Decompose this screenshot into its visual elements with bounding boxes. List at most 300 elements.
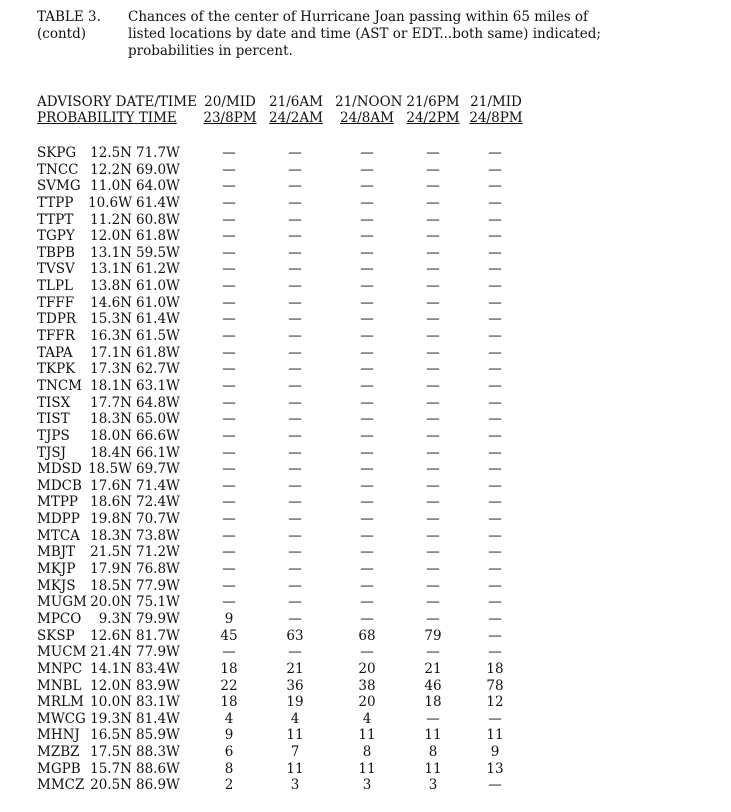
probability-cell: 20	[358, 660, 376, 677]
probability-cell: 3	[290, 777, 300, 794]
probability-cell: —	[360, 178, 374, 195]
table-row	[0, 378, 731, 395]
probability-cell: —	[426, 594, 440, 611]
probability-cell: —	[360, 311, 374, 328]
station-longitude: 83.1W	[136, 694, 180, 711]
station-latitude: 10.6W	[88, 194, 132, 211]
probability-cell: 13	[486, 760, 504, 777]
probability-cell: —	[360, 610, 374, 627]
station-id: SKPG	[37, 145, 77, 161]
station-latitude: 17.3N	[90, 361, 132, 378]
probability-cell: —	[222, 311, 236, 328]
station-longitude: 72.4W	[136, 494, 180, 511]
probability-cell: —	[488, 377, 502, 394]
table-row	[0, 445, 731, 462]
station-id: MKJS	[37, 577, 76, 594]
probability-cell: —	[426, 194, 440, 211]
probability-cell: —	[222, 561, 236, 578]
table-row	[0, 178, 731, 195]
table-row	[0, 212, 731, 229]
probability-cell: —	[288, 644, 302, 661]
station-latitude: 17.6N	[90, 477, 132, 494]
probability-cell: —	[426, 261, 440, 278]
probability-cell: 9	[224, 727, 234, 744]
probability-cell: —	[360, 527, 374, 544]
probability-cell: —	[288, 328, 302, 345]
station-longitude: 61.0W	[136, 278, 180, 295]
table-row	[0, 328, 731, 345]
probability-cell: —	[288, 294, 302, 311]
probability-cell: —	[488, 610, 502, 627]
table-row	[0, 727, 731, 744]
probability-cell: —	[426, 527, 440, 544]
probability-cell: —	[288, 561, 302, 578]
station-longitude: 64.0W	[136, 178, 180, 195]
probability-cell: —	[222, 161, 236, 178]
probability-cell: —	[426, 544, 440, 561]
station-id: MDCB	[37, 477, 82, 494]
table-row	[0, 594, 731, 611]
station-latitude: 18.5W	[88, 461, 132, 478]
table-row	[0, 544, 731, 561]
table-row	[0, 661, 731, 678]
station-longitude: 83.4W	[136, 660, 180, 677]
station-longitude: 71.4W	[136, 477, 180, 494]
probability-cell: —	[488, 211, 502, 228]
station-id: TFFF	[37, 294, 75, 311]
probability-cell: —	[360, 461, 374, 478]
table-row	[0, 411, 731, 428]
station-id: MUCM	[37, 644, 87, 661]
station-longitude: 69.7W	[136, 461, 180, 478]
table-row	[0, 578, 731, 595]
title-line: probabilities in percent.	[128, 43, 293, 59]
probability-cell: —	[360, 344, 374, 361]
station-longitude: 88.3W	[136, 744, 180, 761]
probability-cell: —	[360, 577, 374, 594]
station-id: TTPP	[37, 194, 74, 211]
probability-cell: —	[222, 278, 236, 295]
station-latitude: 9.3N	[98, 610, 132, 627]
table-row	[0, 295, 731, 312]
station-longitude: 62.7W	[136, 361, 180, 378]
probability-cell: 18	[220, 694, 238, 711]
station-latitude: 20.0N	[90, 594, 132, 611]
probability-cell: —	[488, 627, 502, 644]
station-longitude: 64.8W	[136, 394, 180, 411]
station-longitude: 81.7W	[136, 627, 180, 644]
probability-cell: 11	[358, 727, 376, 744]
station-latitude: 17.1N	[90, 344, 132, 361]
probability-cell: —	[488, 145, 502, 161]
station-latitude: 12.0N	[90, 228, 132, 245]
station-longitude: 83.9W	[136, 677, 180, 694]
probability-cell: —	[222, 411, 236, 428]
probability-time-label: PROBABILITY TIME	[37, 110, 177, 126]
probability-cell: —	[288, 145, 302, 161]
probability-cell: —	[288, 194, 302, 211]
table-row	[0, 511, 731, 528]
probability-cell: 9	[224, 610, 234, 627]
probability-cell: —	[222, 361, 236, 378]
probability-cell: —	[360, 427, 374, 444]
table-row	[0, 561, 731, 578]
probability-cell: —	[488, 561, 502, 578]
probability-cell: —	[488, 261, 502, 278]
station-longitude: 61.2W	[136, 261, 180, 278]
probability-cell: —	[360, 161, 374, 178]
probability-cell: —	[426, 377, 440, 394]
table-row	[0, 528, 731, 545]
probability-cell: —	[360, 261, 374, 278]
probability-cell: —	[488, 444, 502, 461]
probability-cell: —	[222, 427, 236, 444]
station-id: TNCC	[37, 161, 79, 178]
table-row	[0, 678, 731, 695]
table-row	[0, 428, 731, 445]
probability-cell: 19	[286, 694, 304, 711]
station-latitude: 18.5N	[90, 577, 132, 594]
station-longitude: 81.4W	[136, 710, 180, 727]
column-header	[200, 94, 260, 126]
station-latitude: 18.6N	[90, 494, 132, 511]
probability-cell: —	[222, 477, 236, 494]
probability-cell: —	[360, 328, 374, 345]
probability-cell: —	[488, 244, 502, 261]
station-id: TVSV	[37, 261, 75, 278]
column-header-probability: 24/2AM	[269, 110, 323, 126]
probability-cell: 36	[286, 677, 304, 694]
station-latitude: 16.3N	[90, 328, 132, 345]
table-row	[0, 494, 731, 511]
station-latitude: 14.1N	[90, 660, 132, 677]
station-latitude: 12.5N	[90, 145, 132, 161]
table-contd-label: (contd)	[37, 26, 86, 42]
probability-cell: 4	[290, 710, 300, 727]
table-row	[0, 345, 731, 362]
station-id: MBJT	[37, 544, 76, 561]
probability-cell: 21	[286, 660, 304, 677]
probability-cell: 46	[424, 677, 442, 694]
probability-cell: 18	[220, 660, 238, 677]
station-latitude: 13.1N	[90, 244, 132, 261]
table-label: TABLE 3.	[37, 9, 101, 25]
table-row	[0, 694, 731, 711]
probability-cell: 2	[224, 777, 234, 794]
probability-cell: —	[288, 361, 302, 378]
table-row	[0, 195, 731, 212]
probability-cell: —	[426, 278, 440, 295]
column-header-advisory: 21/6AM	[269, 94, 323, 110]
station-latitude: 16.5N	[90, 727, 132, 744]
probability-cell: —	[360, 394, 374, 411]
station-longitude: 59.5W	[136, 244, 180, 261]
column-header-probability: 24/8AM	[340, 110, 394, 126]
column-header	[466, 94, 526, 126]
probability-cell: —	[426, 644, 440, 661]
probability-cell: 22	[220, 677, 238, 694]
probability-cell: —	[222, 228, 236, 245]
probability-cell: 18	[424, 694, 442, 711]
probability-cell: 18	[486, 660, 504, 677]
probability-cell: —	[488, 278, 502, 295]
probability-cell: —	[288, 494, 302, 511]
station-longitude: 88.6W	[136, 760, 180, 777]
station-id: TISX	[37, 394, 71, 411]
station-longitude: 61.0W	[136, 294, 180, 311]
probability-cell: —	[360, 278, 374, 295]
probability-cell: —	[488, 594, 502, 611]
station-id: MDPP	[37, 511, 80, 528]
table-row	[0, 628, 731, 645]
probability-cell: —	[288, 211, 302, 228]
station-latitude: 14.6N	[90, 294, 132, 311]
probability-cell: —	[488, 544, 502, 561]
column-header	[266, 94, 326, 126]
station-latitude: 17.5N	[90, 744, 132, 761]
station-id: MWCG	[37, 710, 86, 727]
station-id: TJSJ	[37, 444, 67, 461]
station-id: TDPR	[37, 311, 77, 328]
probability-cell: 3	[428, 777, 438, 794]
probability-cell: —	[222, 511, 236, 528]
station-latitude: 17.7N	[90, 394, 132, 411]
probability-cell: —	[426, 577, 440, 594]
probability-cell: —	[488, 710, 502, 727]
station-longitude: 61.5W	[136, 328, 180, 345]
probability-cell: 21	[424, 660, 442, 677]
station-id: TGPY	[37, 228, 75, 245]
probability-cell: —	[488, 511, 502, 528]
probability-cell: —	[488, 577, 502, 594]
station-id: MHNJ	[37, 727, 80, 744]
probability-cell: —	[426, 561, 440, 578]
probability-cell: —	[426, 294, 440, 311]
probability-cell: —	[360, 494, 374, 511]
station-longitude: 71.7W	[136, 145, 180, 161]
table-row	[0, 744, 731, 761]
probability-cell: —	[360, 294, 374, 311]
station-longitude: 73.8W	[136, 527, 180, 544]
station-latitude: 11.2N	[90, 211, 132, 228]
probability-cell: —	[488, 344, 502, 361]
station-longitude: 85.9W	[136, 727, 180, 744]
station-longitude: 69.0W	[136, 161, 180, 178]
station-longitude: 61.8W	[136, 228, 180, 245]
probability-cell: —	[360, 361, 374, 378]
probability-cell: —	[288, 394, 302, 411]
probability-cell: 63	[286, 627, 304, 644]
probability-cell: —	[488, 427, 502, 444]
column-header-advisory: 21/6PM	[406, 94, 460, 110]
probability-cell: —	[288, 444, 302, 461]
probability-cell: —	[426, 477, 440, 494]
probability-cell: —	[288, 411, 302, 428]
probability-cell: —	[222, 461, 236, 478]
station-id: MPCO	[37, 610, 82, 627]
probability-cell: 4	[224, 710, 234, 727]
probability-cell: —	[222, 377, 236, 394]
probability-cell: —	[222, 211, 236, 228]
probability-cell: —	[222, 394, 236, 411]
station-latitude: 13.1N	[90, 261, 132, 278]
table-body	[0, 145, 731, 794]
station-id: TLPL	[37, 278, 74, 295]
probability-cell: —	[426, 344, 440, 361]
probability-cell: —	[288, 477, 302, 494]
probability-cell: —	[222, 178, 236, 195]
probability-cell: —	[222, 194, 236, 211]
probability-cell: —	[360, 194, 374, 211]
table-row	[0, 361, 731, 378]
probability-cell: —	[360, 211, 374, 228]
probability-cell: —	[288, 461, 302, 478]
probability-cell: 78	[486, 677, 504, 694]
station-id: TFFR	[37, 328, 75, 345]
probability-cell: —	[222, 594, 236, 611]
probability-cell: 79	[424, 627, 442, 644]
station-longitude: 63.1W	[136, 377, 180, 394]
station-id: MNPC	[37, 660, 83, 677]
station-latitude: 15.7N	[90, 760, 132, 777]
station-id: MKJP	[37, 561, 76, 578]
probability-cell: —	[288, 544, 302, 561]
station-latitude: 12.2N	[90, 161, 132, 178]
station-latitude: 15.3N	[90, 311, 132, 328]
probability-cell: —	[222, 145, 236, 161]
station-latitude: 18.1N	[90, 377, 132, 394]
probability-cell: —	[222, 344, 236, 361]
station-latitude: 18.0N	[90, 427, 132, 444]
probability-cell: 8	[224, 760, 234, 777]
probability-cell: 11	[424, 760, 442, 777]
probability-cell: 8	[428, 744, 438, 761]
probability-cell: —	[488, 527, 502, 544]
station-id: MTCA	[37, 527, 80, 544]
probability-cell: —	[288, 228, 302, 245]
probability-cell: —	[488, 361, 502, 378]
probability-cell: —	[426, 710, 440, 727]
probability-cell: 38	[358, 677, 376, 694]
station-latitude: 10.0N	[90, 694, 132, 711]
probability-cell: —	[488, 477, 502, 494]
probability-cell: 9	[490, 744, 500, 761]
probability-cell: —	[360, 594, 374, 611]
probability-cell: —	[426, 494, 440, 511]
probability-cell: —	[288, 377, 302, 394]
probability-cell: —	[426, 361, 440, 378]
table-row	[0, 395, 731, 412]
station-latitude: 21.4N	[90, 644, 132, 661]
station-latitude: 12.0N	[90, 677, 132, 694]
probability-cell: 20	[358, 694, 376, 711]
probability-cell: —	[426, 461, 440, 478]
probability-cell: —	[360, 544, 374, 561]
table-row	[0, 777, 731, 794]
column-header	[335, 94, 403, 126]
table-number	[37, 9, 127, 43]
station-longitude: 79.9W	[136, 610, 180, 627]
table-row	[0, 311, 731, 328]
probability-cell: —	[488, 777, 502, 794]
probability-cell: 68	[358, 627, 376, 644]
probability-cell: —	[426, 211, 440, 228]
advisory-date-label: ADVISORY DATE/TIME	[37, 94, 197, 110]
probability-cell: —	[426, 244, 440, 261]
table-row	[0, 162, 731, 179]
station-longitude: 70.7W	[136, 511, 180, 528]
probability-cell: —	[360, 511, 374, 528]
station-id: MMCZ	[37, 777, 85, 794]
station-id: MDSD	[37, 461, 82, 478]
station-longitude: 75.1W	[136, 594, 180, 611]
probability-cell: —	[488, 461, 502, 478]
station-id: MZBZ	[37, 744, 80, 761]
probability-cell: —	[426, 145, 440, 161]
station-id: TNCM	[37, 377, 82, 394]
column-header-probability: 24/2PM	[406, 110, 460, 126]
table-row	[0, 228, 731, 245]
probability-cell: —	[288, 261, 302, 278]
probability-cell: 3	[362, 777, 372, 794]
probability-cell: —	[288, 178, 302, 195]
column-header-probability: 24/8PM	[469, 110, 523, 126]
station-id: TKPK	[37, 361, 76, 378]
probability-cell: —	[488, 394, 502, 411]
station-longitude: 71.2W	[136, 544, 180, 561]
probability-cell: —	[426, 610, 440, 627]
probability-cell: —	[222, 577, 236, 594]
probability-cell: —	[488, 228, 502, 245]
station-id: MTPP	[37, 494, 78, 511]
title-line: listed locations by date and time (AST or EDT...both same) indicated;	[128, 26, 601, 42]
probability-cell: —	[426, 228, 440, 245]
probability-cell: —	[288, 511, 302, 528]
station-id: SVMG	[37, 178, 81, 195]
probability-cell: 7	[290, 744, 300, 761]
station-id: TJPS	[37, 427, 70, 444]
probability-cell: —	[488, 194, 502, 211]
probability-cell: —	[488, 178, 502, 195]
column-header-advisory: 20/MID	[204, 94, 256, 110]
probability-cell: —	[488, 411, 502, 428]
probability-cell: 11	[486, 727, 504, 744]
probability-cell: —	[288, 161, 302, 178]
station-latitude: 17.9N	[90, 561, 132, 578]
station-longitude: 61.8W	[136, 344, 180, 361]
column-header	[403, 94, 463, 126]
column-header-advisory: 21/MID	[470, 94, 522, 110]
probability-cell: —	[222, 444, 236, 461]
station-latitude: 13.8N	[90, 278, 132, 295]
probability-cell: —	[488, 311, 502, 328]
probability-cell: 12	[486, 694, 504, 711]
probability-cell: —	[360, 145, 374, 161]
table-row	[0, 711, 731, 728]
table-row	[0, 245, 731, 262]
probability-cell: 11	[286, 760, 304, 777]
probability-cell: —	[222, 244, 236, 261]
station-id: MGPB	[37, 760, 81, 777]
probability-cell: —	[488, 644, 502, 661]
station-id: SKSP	[37, 627, 75, 644]
probability-cell: —	[488, 328, 502, 345]
probability-cell: —	[222, 644, 236, 661]
station-longitude: 77.9W	[136, 577, 180, 594]
station-longitude: 77.9W	[136, 644, 180, 661]
station-longitude: 61.4W	[136, 194, 180, 211]
probability-cell: —	[426, 178, 440, 195]
